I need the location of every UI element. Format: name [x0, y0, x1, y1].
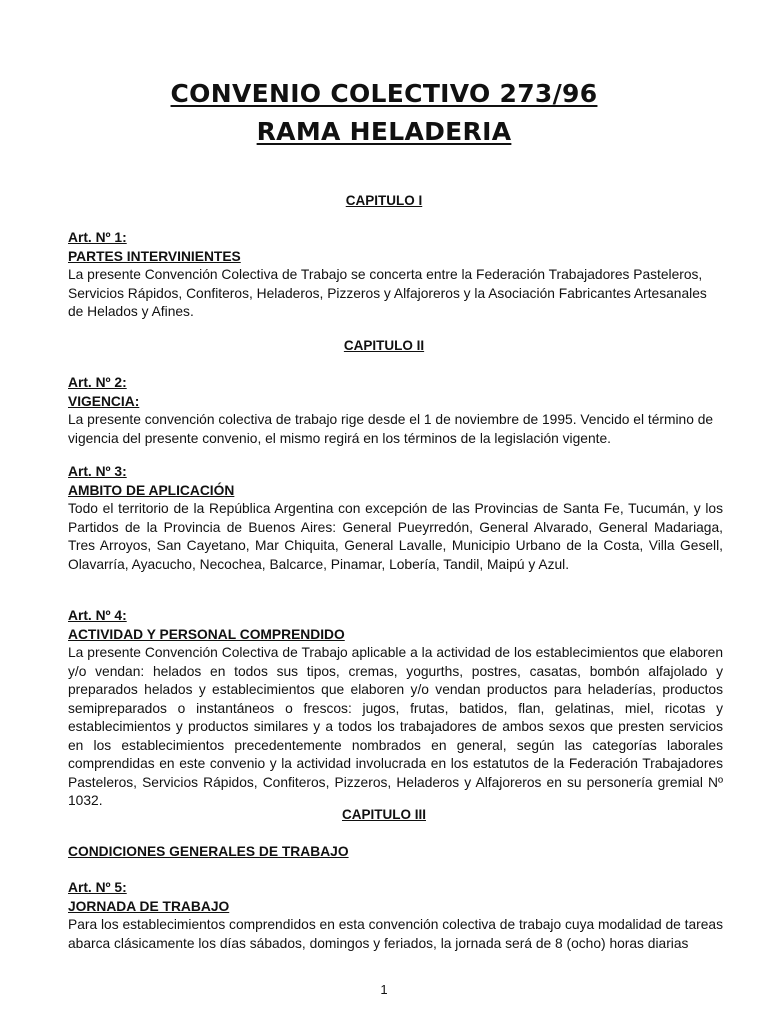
chapter-3-heading: CAPITULO III: [342, 807, 426, 822]
chapter-2-heading: CAPITULO II: [343, 338, 425, 353]
article-heading: ACTIVIDAD Y PERSONAL COMPRENDIDO: [68, 626, 345, 642]
article-heading: JORNADA DE TRABAJO: [68, 898, 230, 914]
article-2: [68, 374, 723, 448]
page-number: 1: [380, 982, 388, 997]
article-text: Todo el territorio de la República Argentina con excepción de las Provincias de Santa Fe, Tucumán, y los Partidos de la Provincia de Buenos Aires: General Pueyrredón, General Alvarado, General Madariaga, Tres Arroyos, San Cayetano, Mar Chiquita, General Lavalle, Municipio Urbano de la Costa, Villa Gesell, Olavarría, Ayacucho, Necochea, Balcarce, Pinamar, Lobería, Tandil, Maipú y Azul.: [68, 501, 723, 572]
section-heading: CONDICIONES GENERALES DE TRABAJO: [68, 844, 349, 859]
article-4: [68, 607, 723, 811]
article-text: La presente convención colectiva de trabajo rige desde el 1 de noviembre de 1995. Vencido el término de vigencia del presente convenio, el mismo regirá en los términos de la legislación vigente.: [68, 412, 714, 446]
section-heading-general: [68, 843, 723, 862]
article-label: Art. Nº 3:: [68, 464, 127, 479]
article-label: Art. Nº 1:: [68, 230, 127, 245]
article-3: [68, 463, 723, 574]
article-text: La presente Convención Colectiva de Trabajo aplicable a la actividad de los establecimientos que elaboren y/o vendan: helados en todos sus tipos, cremas, yogurths, postres, casatas, bombón alfajolado y preparados helados y establecimientos que elaboren y/o vendan productos para heladerías, productos semipreparados o instantáneos o frescos: jugos, frutas, batidos, flan, gelatinas, miel, ricotas y establecimientos y productos similares y a todos los trabajadores de ambos sexos que presten servicios en los establecimientos precedentemente nombrados en general, según las categorías laborales comprendidas en este convenio y la actividad involucrada en los estatutos de la Federación Trabajadores Pasteleros, Servicios Rápidos, Confiteros, Pizzeros, Heladeros y Alfajoreros en su personería gremial Nº 1032.: [68, 645, 723, 808]
chapter-1-heading: CAPITULO I: [345, 193, 423, 208]
article-5: [68, 879, 723, 953]
document-title: CONVENIO COLECTIVO 273/96: [170, 79, 598, 108]
article-label: Art. Nº 4:: [68, 608, 127, 623]
article-text: La presente Convención Colectiva de Trabajo se concerta entre la Federación Trabajadores Pasteleros, Servicios Rápidos, Confiteros, Heladeros, Pizzeros y Alfajoreros y la Asociación Fabricantes Artesanales de Helados y Afines.: [68, 267, 707, 319]
article-label: Art. Nº 5:: [68, 880, 127, 895]
document-subtitle: RAMA HELADERIA: [256, 117, 512, 146]
article-heading: AMBITO DE APLICACIÓN: [68, 482, 235, 498]
article-1: [68, 229, 723, 322]
article-text: Para los establecimientos comprendidos en esta convención colectiva de trabajo cuya modalidad de tareas abarca clásicamente los días sábados, domingos y feriados, la jornada será de 8 (ocho) horas diarias: [68, 917, 723, 951]
article-label: Art. Nº 2:: [68, 375, 127, 390]
article-heading: VIGENCIA:: [68, 393, 140, 409]
article-heading: PARTES INTERVINIENTES: [68, 248, 241, 264]
